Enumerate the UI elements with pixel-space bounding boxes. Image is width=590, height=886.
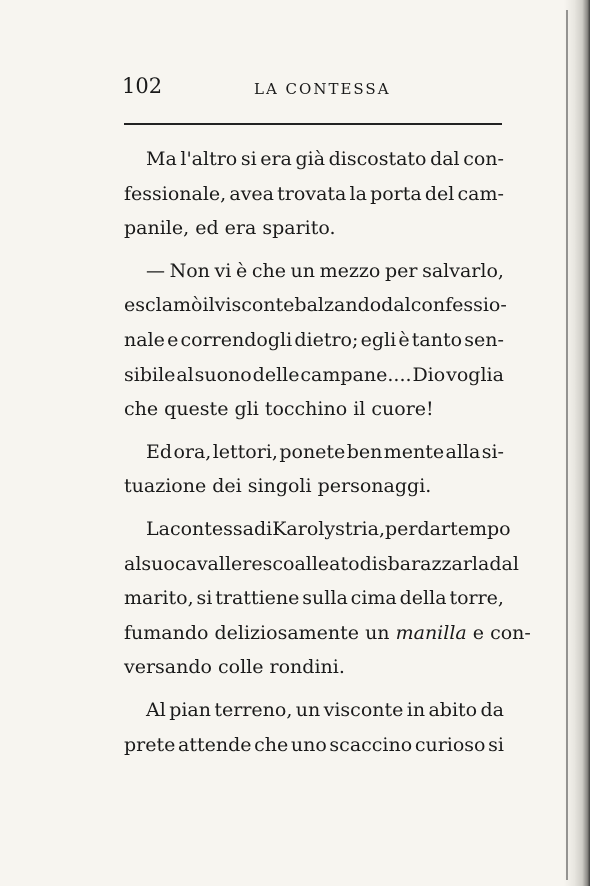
text-line: al suo cavalleresco alleato di sbarazzarla dal: [124, 552, 519, 575]
text-segment: fumando deliziosamente un: [124, 621, 390, 644]
text-line: esclamò il visconte balzando dal confessio-: [124, 294, 507, 317]
page-edge-line: [566, 10, 568, 880]
page-number: 102: [122, 74, 163, 98]
body-text: [124, 142, 531, 762]
text-line: — Non vi è che un mezzo per salvarlo,: [146, 259, 504, 282]
italic-word: manilla: [395, 621, 467, 644]
text-segment: e con-: [472, 621, 531, 644]
text-line: che queste gli tocchino il cuore!: [124, 398, 434, 421]
text-line: Ma l'altro si era già discostato dal con-: [146, 148, 504, 170]
text-line: panile, ed era sparito.: [124, 217, 336, 240]
text-line: versando colle rondini.: [124, 656, 345, 679]
text-line: Ed ora, lettori, ponete ben mente alla si-: [146, 440, 504, 463]
text-line: prete attende che uno scaccino curioso si: [124, 733, 504, 756]
text-line: fessionale, avea trovata la porta del cam-: [124, 182, 504, 205]
header-rule: [124, 123, 502, 125]
text-line: sibile al suono delle campane.... Dio voglia: [124, 363, 504, 386]
page-header: [122, 74, 500, 104]
text-line: La contessa di Karolystria, per dar tempo: [146, 517, 511, 540]
running-title: LA CONTESSA: [254, 80, 391, 98]
text-line: Al pian terreno, un visconte in abito da: [146, 698, 504, 721]
text-line: nale e correndogli dietro; egli è tanto sen-: [124, 328, 504, 351]
text-line-mixed: [124, 616, 531, 651]
text-line: tuazione dei singoli personaggi.: [124, 475, 432, 498]
text-line: marito, si trattiene sulla cima della torre,: [124, 587, 504, 610]
